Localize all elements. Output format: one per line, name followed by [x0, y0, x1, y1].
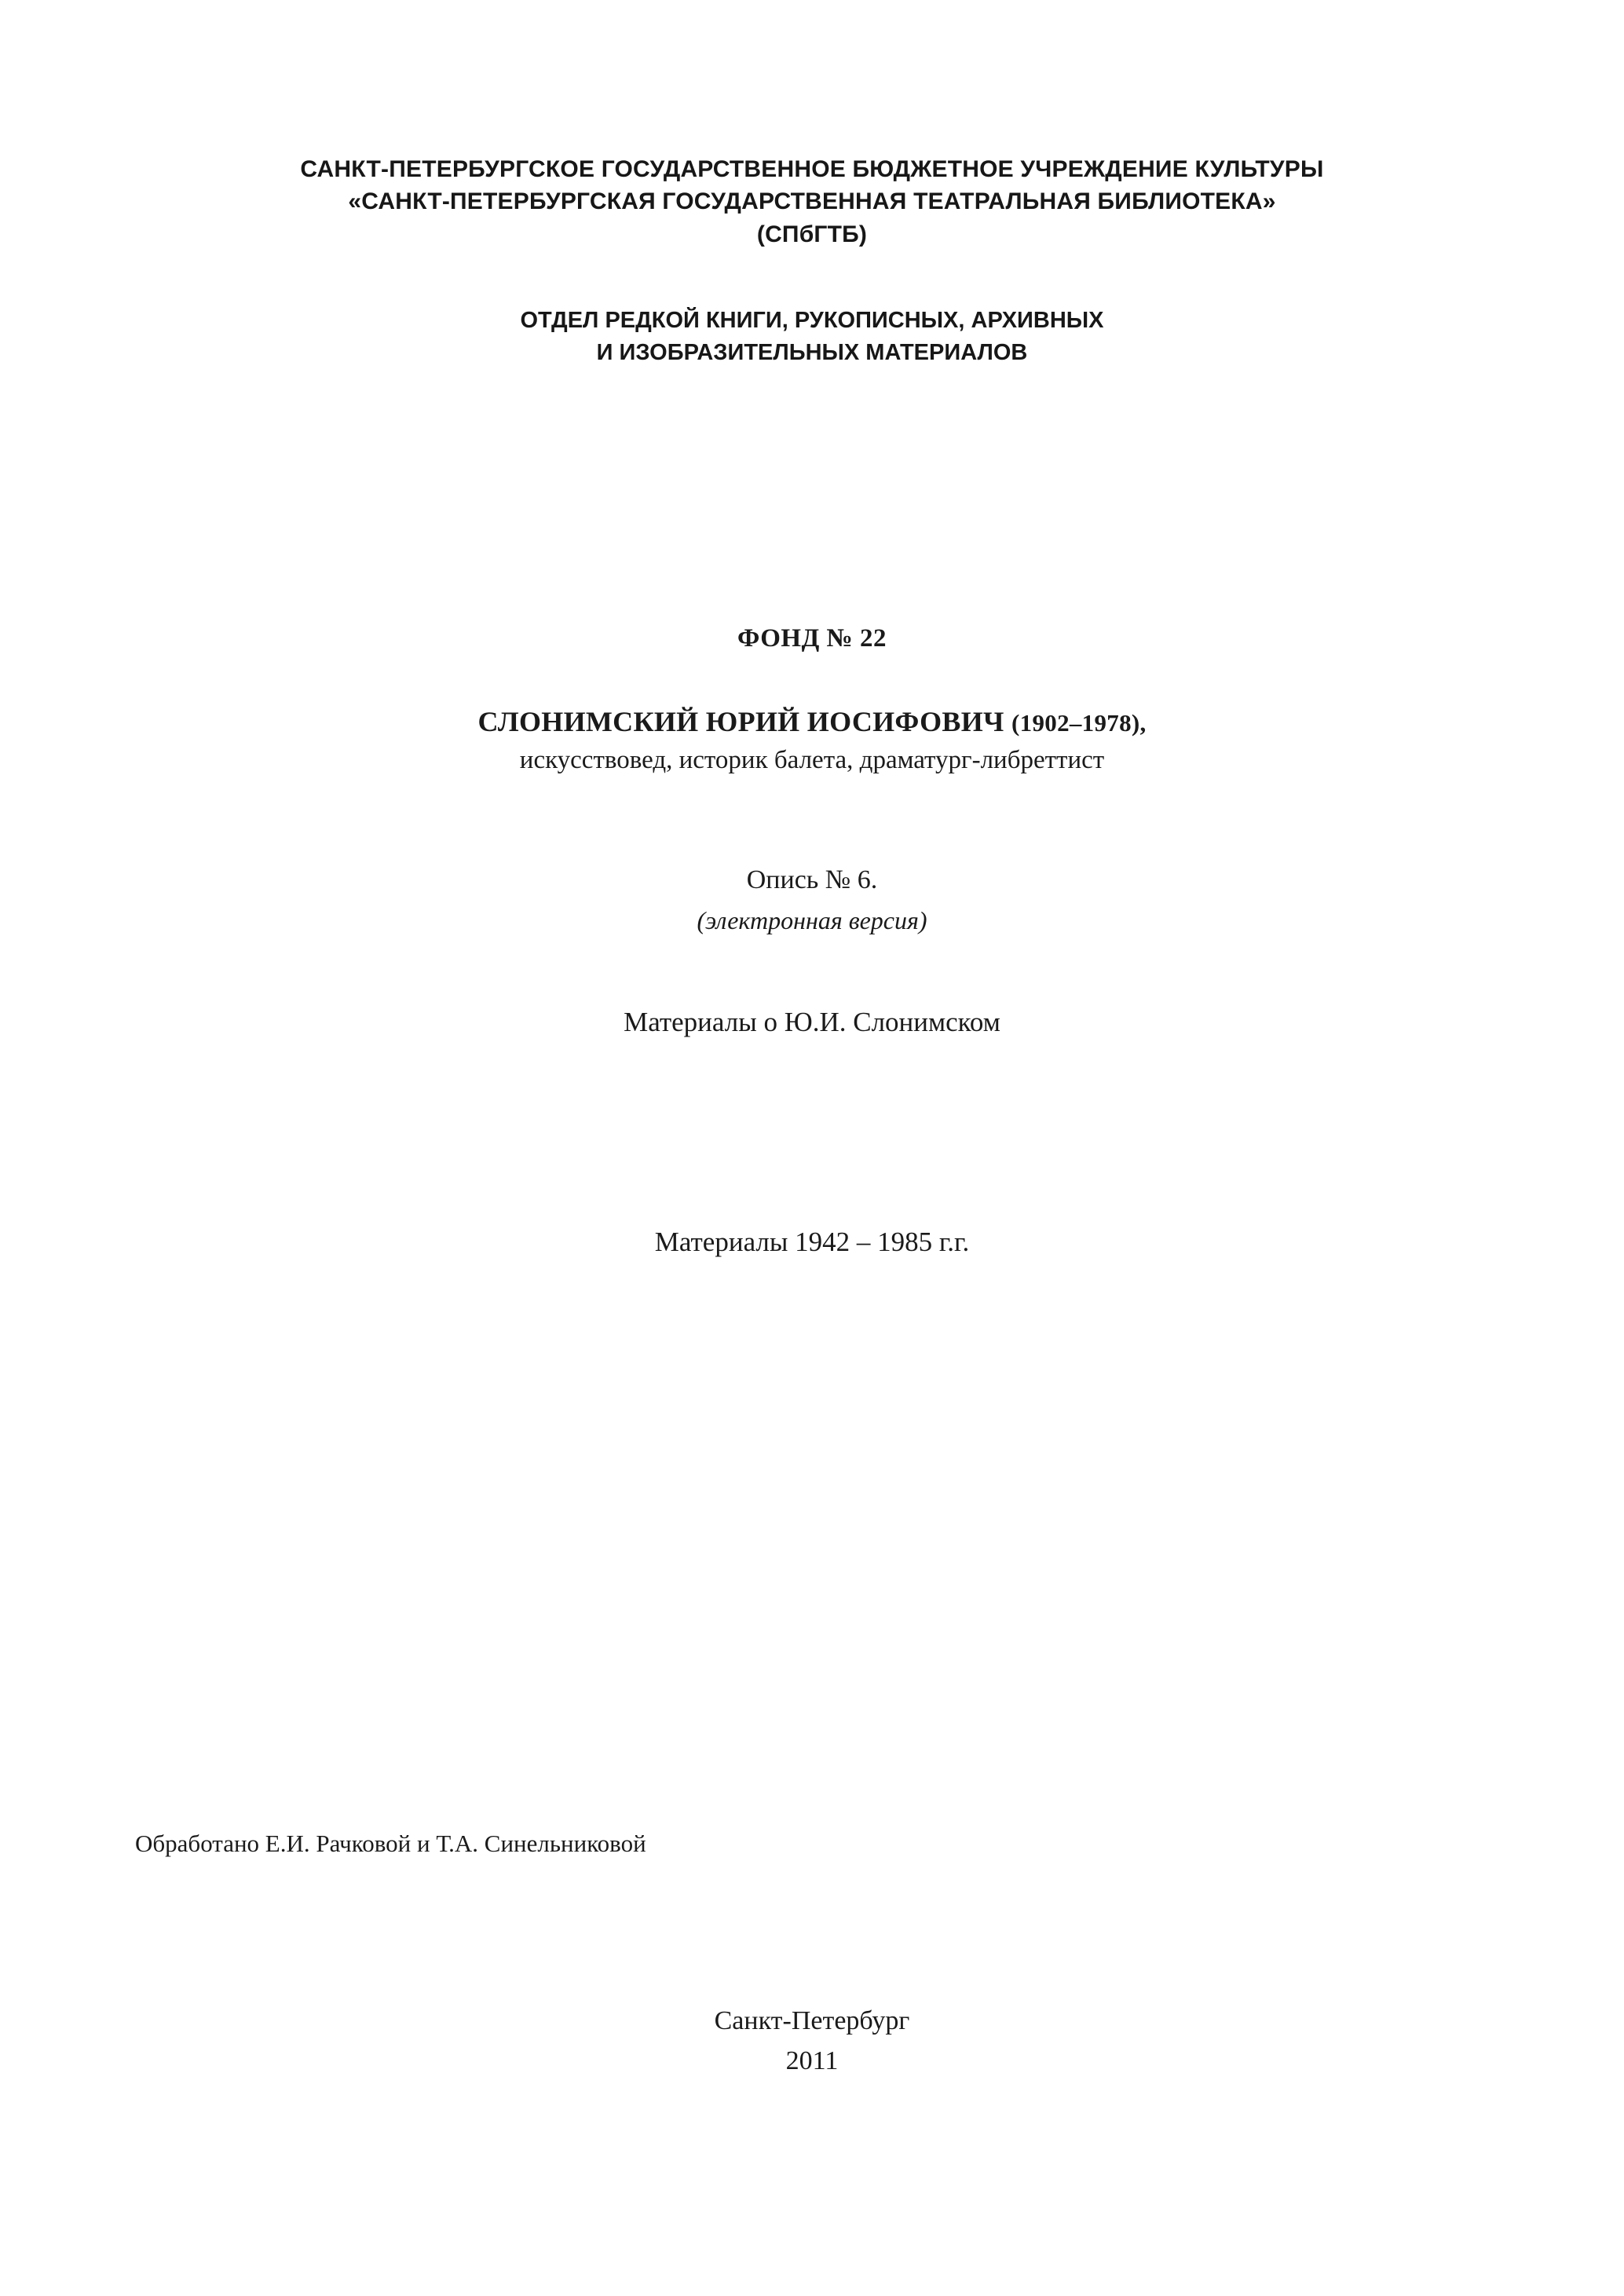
- person-name-line: [0, 705, 1624, 738]
- inventory-subtitle: (электронная версия): [697, 906, 927, 934]
- institution-line-3: (СПбГТБ): [756, 221, 868, 247]
- materials-about: Материалы о Ю.И. Слонимском: [624, 1007, 1000, 1037]
- materials-years: Материалы 1942 – 1985 г.г.: [654, 1227, 970, 1257]
- department-line-2: И ИЗОБРАЗИТЕЛЬНЫХ МАТЕРИАЛОВ: [596, 339, 1028, 365]
- imprint: [0, 2001, 1624, 2081]
- imprint-city: Санкт-Петербург: [714, 2006, 910, 2035]
- institution-line-2: «САНКТ-ПЕТЕРБУРГСКАЯ ГОСУДАРСТВЕННАЯ ТЕАТРАЛЬНАЯ БИБЛИОТЕКА»: [348, 188, 1276, 215]
- fond-number: ФОНД № 22: [737, 624, 887, 653]
- person-block: [0, 705, 1624, 775]
- person-name: СЛОНИМСКИЙ ЮРИЙ ИОСИФОВИЧ: [477, 706, 1004, 737]
- imprint-year: 2011: [785, 2046, 839, 2075]
- inventory-block: [0, 865, 1624, 935]
- person-role: искусствовед, историк балета, драматург-либреттист: [519, 746, 1105, 774]
- institution-line-1: САНКТ-ПЕТЕРБУРГСКОЕ ГОСУДАРСТВЕННОЕ БЮДЖЕТНОЕ УЧРЕЖДЕНИЕ КУЛЬТУРЫ: [300, 156, 1324, 182]
- department-name: [0, 305, 1624, 368]
- person-life-years: (1902–1978),: [1011, 709, 1147, 737]
- department-line-1: ОТДЕЛ РЕДКОЙ КНИГИ, РУКОПИСНЫХ, АРХИВНЫХ: [520, 308, 1104, 333]
- institution-name: [0, 153, 1624, 250]
- processed-by: Обработано Е.И. Рачковой и Т.А. Синельниковой: [135, 1830, 646, 1857]
- inventory-title: Опись № 6.: [746, 865, 878, 894]
